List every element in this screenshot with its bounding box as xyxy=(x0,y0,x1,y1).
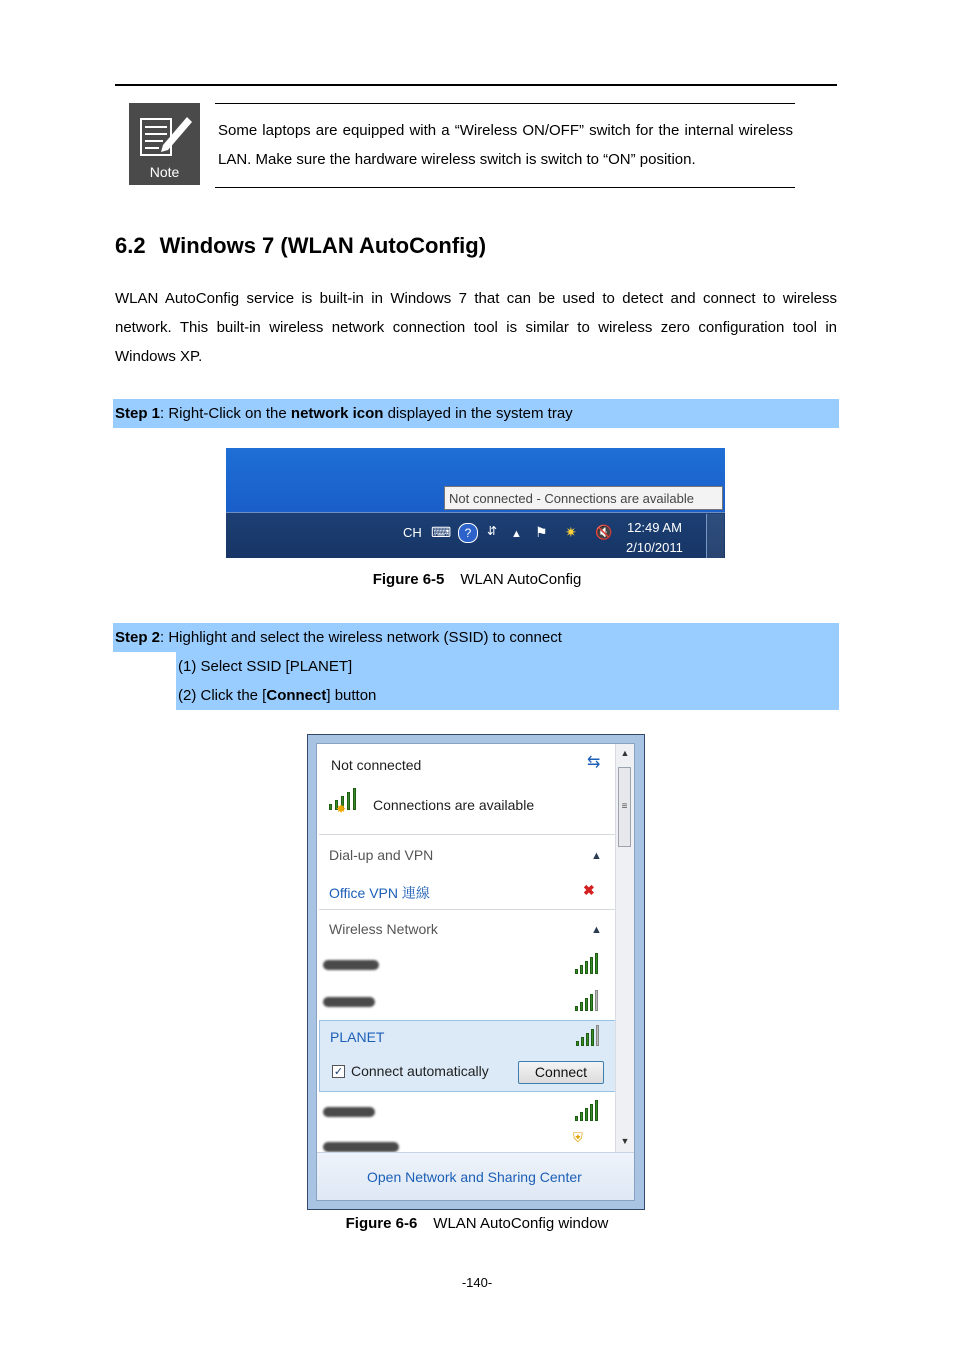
separator xyxy=(319,909,615,910)
open-network-sharing-center-link[interactable]: Open Network and Sharing Center xyxy=(367,1169,582,1185)
show-desktop-button[interactable] xyxy=(706,514,724,558)
step1-label: Step 1 xyxy=(115,405,161,422)
scroll-down-arrow-icon[interactable]: ▼ xyxy=(620,1136,630,1146)
disconnected-x-icon: ✖ xyxy=(583,882,595,898)
connect-automatically-label[interactable]: Connect automatically xyxy=(351,1063,489,1079)
clock-date: 2/10/2011 xyxy=(626,540,683,555)
blurred-ssid-4[interactable] xyxy=(323,1142,399,1152)
availability-star-icon: ✸ xyxy=(336,802,347,816)
connect-automatically-checkbox[interactable]: ✓ xyxy=(333,1066,344,1078)
show-hidden-icons-chevron-icon[interactable]: ▲ xyxy=(511,528,522,540)
connections-available-text: Connections are available xyxy=(373,797,535,813)
note-bottom-rule xyxy=(215,187,795,188)
step2-sub2-a: (2) Click the [ xyxy=(178,687,267,704)
figure6-label: Figure 6-6 xyxy=(345,1215,418,1232)
signal-strength-icon xyxy=(575,989,603,1011)
note-text: Some laptops are equipped with a “Wireless ON/OFF” switch for the internal wireless LAN. Make sure the hardware wireless switch is switch to “ON” position. xyxy=(218,122,793,168)
status-text: Not connected xyxy=(331,757,422,773)
chevron-up-icon[interactable]: ▲ xyxy=(591,924,602,936)
taskbar-screenshot xyxy=(226,448,725,558)
top-rule xyxy=(115,84,837,86)
action-center-flag-icon[interactable]: ⚑ xyxy=(535,524,548,540)
scroll-up-arrow-icon[interactable]: ▲ xyxy=(620,748,630,758)
keyboard-icon[interactable]: ⌨ xyxy=(431,524,452,540)
separator xyxy=(319,834,615,835)
blurred-ssid-3[interactable] xyxy=(323,1107,375,1117)
figure6-caption xyxy=(0,1215,954,1232)
security-shield-icon: ⛨ xyxy=(573,1130,583,1145)
ssid-planet[interactable]: PLANET xyxy=(330,1029,385,1045)
intro-paragraph: WLAN AutoConfig service is built-in in Windows 7 that can be used to detect and connect to wireless network. This built-in wireless network connection tool is similar to wireless zero configuration tool in Windows XP. xyxy=(115,290,837,365)
signal-strength-icon xyxy=(575,952,603,974)
signal-strength-icon xyxy=(576,1024,604,1046)
step1-text-b: displayed in the system tray xyxy=(383,405,573,422)
wireless-header[interactable]: Wireless Network xyxy=(329,921,438,937)
system-clock[interactable] xyxy=(626,518,683,558)
step2-substeps xyxy=(176,652,839,710)
language-bar-icon[interactable]: ⇵ xyxy=(487,524,498,538)
step2-bar xyxy=(113,623,839,652)
blurred-ssid-2[interactable] xyxy=(323,997,375,1007)
step2-sub2-b: ] button xyxy=(326,687,377,704)
step2-label: Step 2 xyxy=(115,629,161,646)
signal-strength-icon xyxy=(575,1099,603,1121)
vpn-connection-item[interactable]: Office VPN 連線 xyxy=(329,885,430,901)
step2-sub1: (1) Select SSID [PLANET] xyxy=(178,658,353,675)
scrollbar-thumb[interactable]: ≡ xyxy=(618,767,631,847)
volume-muted-icon[interactable]: 🔇 xyxy=(595,524,613,540)
note-top-rule xyxy=(215,103,795,104)
step2-text: : Highlight and select the wireless network (SSID) to connect xyxy=(160,629,562,646)
step2-sub2-bold: Connect xyxy=(266,687,327,704)
figure5-label: Figure 6-5 xyxy=(372,571,445,588)
step1-bar xyxy=(113,399,839,428)
refresh-icon[interactable]: ⇆ xyxy=(587,754,601,771)
dialup-header[interactable]: Dial-up and VPN xyxy=(329,847,434,863)
step2-sub2 xyxy=(176,681,839,710)
wlan-window xyxy=(307,734,645,1210)
wlan-panel xyxy=(316,743,635,1201)
clock-time: 12:49 AM xyxy=(626,520,682,535)
section-number: 6.2 xyxy=(115,233,146,258)
step1-text-a: : Right-Click on the xyxy=(160,405,291,422)
language-indicator[interactable]: CH xyxy=(403,525,422,540)
figure5-caption xyxy=(0,571,954,588)
network-tooltip: Not connected - Connections are available xyxy=(444,486,723,510)
notepad-pen-icon xyxy=(129,103,200,165)
selected-network-planet[interactable] xyxy=(319,1020,616,1092)
help-icon[interactable]: ? xyxy=(458,523,478,543)
note-icon xyxy=(129,103,200,185)
section-title: Windows 7 (WLAN AutoConfig) xyxy=(159,233,487,258)
page-number: -140- xyxy=(461,1275,493,1290)
section-heading xyxy=(115,233,486,259)
chevron-up-icon[interactable]: ▲ xyxy=(591,850,602,862)
note-icon-label: Note xyxy=(149,164,180,180)
network-icon[interactable]: ✷ xyxy=(565,524,577,540)
figure5-title: WLAN AutoConfig xyxy=(460,571,582,588)
blurred-ssid-1[interactable] xyxy=(323,960,379,970)
step1-bold: network icon xyxy=(290,405,384,422)
connect-button[interactable]: Connect xyxy=(518,1061,604,1084)
figure6-title: WLAN AutoConfig window xyxy=(433,1215,609,1232)
wlan-footer xyxy=(317,1152,635,1201)
scrollbar[interactable] xyxy=(615,744,634,1152)
